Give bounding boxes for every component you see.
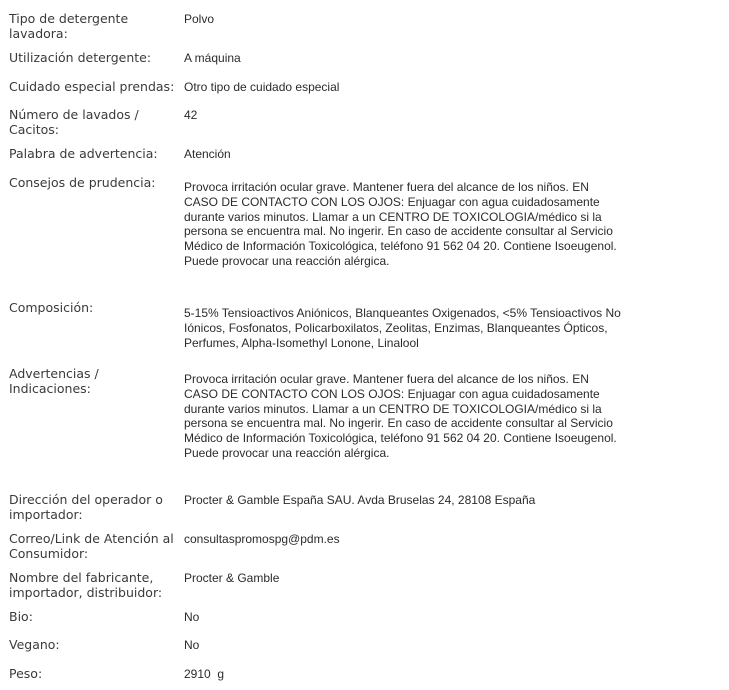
spec-label: Bio: (9, 609, 33, 624)
spec-label: Peso: (9, 666, 43, 681)
spec-value: consultaspromospg@pdm.es (184, 532, 340, 546)
spec-label: Advertencias / Indicaciones: (9, 366, 99, 396)
spec-label: Nombre del fabricante, importador, distribuidor: (9, 570, 163, 600)
spec-label: Dirección del operador o importador: (9, 492, 163, 522)
spec-value: Polvo (184, 12, 215, 26)
spec-value: No (184, 638, 200, 652)
spec-value: 42 (184, 108, 198, 122)
spec-label: Utilización detergente: (9, 50, 152, 65)
spec-value: Procter & Gamble (184, 571, 280, 585)
spec-value: 5-15% Tensioactivos Aniónicos, Blanqueantes Oxigenados, <5% Tensioactivos No Iónicos, Fosfonatos, Policarboxilatos, Zeolitas, Enzimas, Blanqueantes Ópticos, Perfumes, Alpha-Isomethyl Lonone, Linalool (184, 306, 621, 350)
spec-label: Número de lavados / Cacitos: (9, 107, 139, 137)
spec-label: Cuidado especial prendas: (9, 79, 175, 94)
spec-value: Procter & Gamble España SAU. Avda Bruselas 24, 28108 España (184, 493, 536, 507)
spec-value: Provoca irritación ocular grave. Mantener fuera del alcance de los niños. EN CASO DE CONTACTO CON LOS OJOS: Enjuagar con agua cuidadosamente durante varios minutos. Llamar a un CENTRO DE TOXICOLOGIA/médico si la persona se encuentra mal. No ingerir. En caso de accidente consultar al Servicio Médico de Información Toxicológica, teléfono 91 562 04 20. Contiene Isoeugenol. Puede provocar una reacción alérgica. (184, 372, 617, 460)
spec-value: No (184, 610, 200, 624)
spec-label: Consejos de prudencia: (9, 175, 156, 190)
spec-label: Tipo de detergente lavadora: (9, 11, 129, 41)
spec-value: Otro tipo de cuidado especial (184, 80, 340, 94)
spec-label: Palabra de advertencia: (9, 146, 158, 161)
spec-label: Composición: (9, 300, 94, 315)
spec-label: Vegano: (9, 637, 60, 652)
spec-value: A máquina (184, 51, 241, 65)
spec-value: Provoca irritación ocular grave. Mantener fuera del alcance de los niños. EN CASO DE CONTACTO CON LOS OJOS: Enjuagar con agua cuidadosamente durante varios minutos. Llamar a un CENTRO DE TOXICOLOGIA/médico si la persona se encuentra mal. No ingerir. En caso de accidente consultar al Servicio Médico de Información Toxicológica, teléfono 91 562 04 20. Contiene Isoeugenol. Puede provocar una reacción alérgica. (184, 180, 617, 268)
spec-value: Atención (184, 147, 231, 161)
spec-label: Correo/Link de Atención al Consumidor: (9, 531, 174, 561)
spec-value: 2910 g (184, 667, 225, 681)
